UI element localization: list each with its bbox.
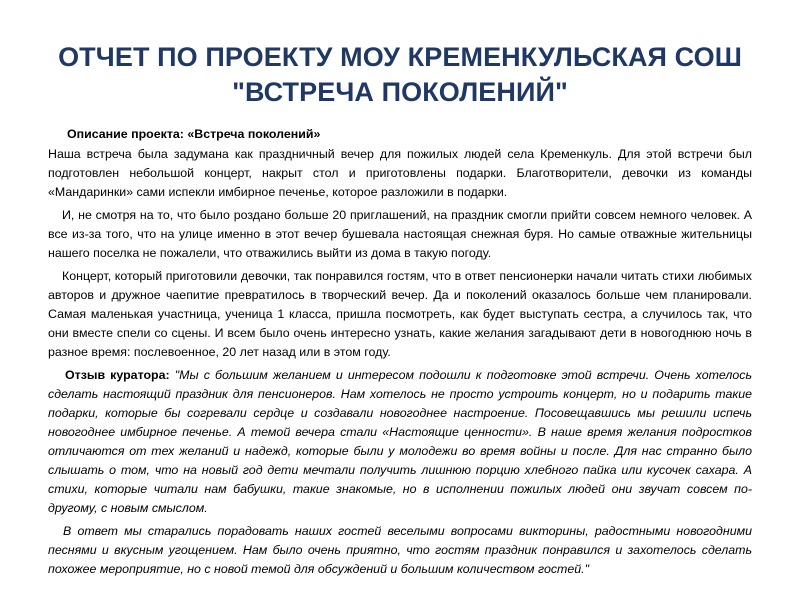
title-line-1: ОТЧЕТ ПО ПРОЕКТУ МОУ КРЕМЕНКУЛЬСКАЯ СОШ — [58, 42, 742, 72]
page-title — [48, 0, 752, 110]
title-line-2: "ВСТРЕЧА ПОКОЛЕНИЙ" — [232, 77, 568, 107]
review-closing: В ответ мы старались порадовать наших гостей веселыми вопросами викторины, радостными новогодними песнями и вкусным угощением. Нам было очень приятно, что гостям праздник понравился и захотелось сделать похожее мероприятие, но с новой темой для обсуждений и большим количеством гостей." — [48, 524, 752, 576]
review-label: Отзыв куратора: — [65, 368, 170, 382]
paragraph-2: И, не смотря на то, что было роздано больше 20 приглашений, на праздник смогли прийти совсем немного человек. А все из-за того, что на улице именно в этот вечер бушевала настоящая снежная буря. Но самые отважные жительницы нашего поселка не пожалели, что отважились выйти из дома в такую погоду. — [48, 208, 752, 260]
paragraph-3: Концерт, который приготовили девочки, так понравился гостям, что в ответ пенсионерки начали читать стихи любимых авторов и дружное чаепитие превратилось в творческий вечер. Да и поколений оказалось больше чем планировали. Самая маленькая участница, ученица 1 класса, пришла посмотреть, как будет выступать сестра, а случилось так, что они вместе спели со сцены. И всем было очень интересно узнать, какие желания загадывают дети в новогоднюю ночь в разное время: послевоенное, 20 лет назад или в этом году. — [48, 269, 752, 359]
curator-review — [48, 366, 752, 518]
description-heading: Описание проекта: «Встреча поколений» — [67, 127, 321, 141]
paragraph-1: Наша встреча была задумана как праздничный вечер для пожилых людей села Кременкуль. Для этой встречи был подготовлен небольшой концерт, накрыт стол и приготовлены подарки. Благотворители, девочки из команды «Мандаринки» сами испекли имбирное печенье, которое разложили в подарки. — [48, 147, 752, 199]
review-text: "Мы с большим желанием и интересом подошли к подготовке этой встречи. Очень хотелось сделать настоящий праздник для пенсионеров. Нам хотелось не просто устроить концерт, но и подарить такие подарки, которые бы согревали сердце и создавали новогоднее настроение. Посовещавшись мы решили испечь новогоднее имбирное печенье. А темой вечера стали «Настоящие ценности». В наше время желания подростков отличаются от тех желаний и надежд, которые были у молодежи во время войны и после. Для нас странно было слышать о том, что на новый год дети мечтали получить лишнюю порцию хлебного пайка или кусочек сахара. А стихи, которые читали нам бабушки, такие знакомые, но в исполнении пожилых людей они звучат совсем по-другому, с новым смыслом. — [48, 368, 752, 515]
